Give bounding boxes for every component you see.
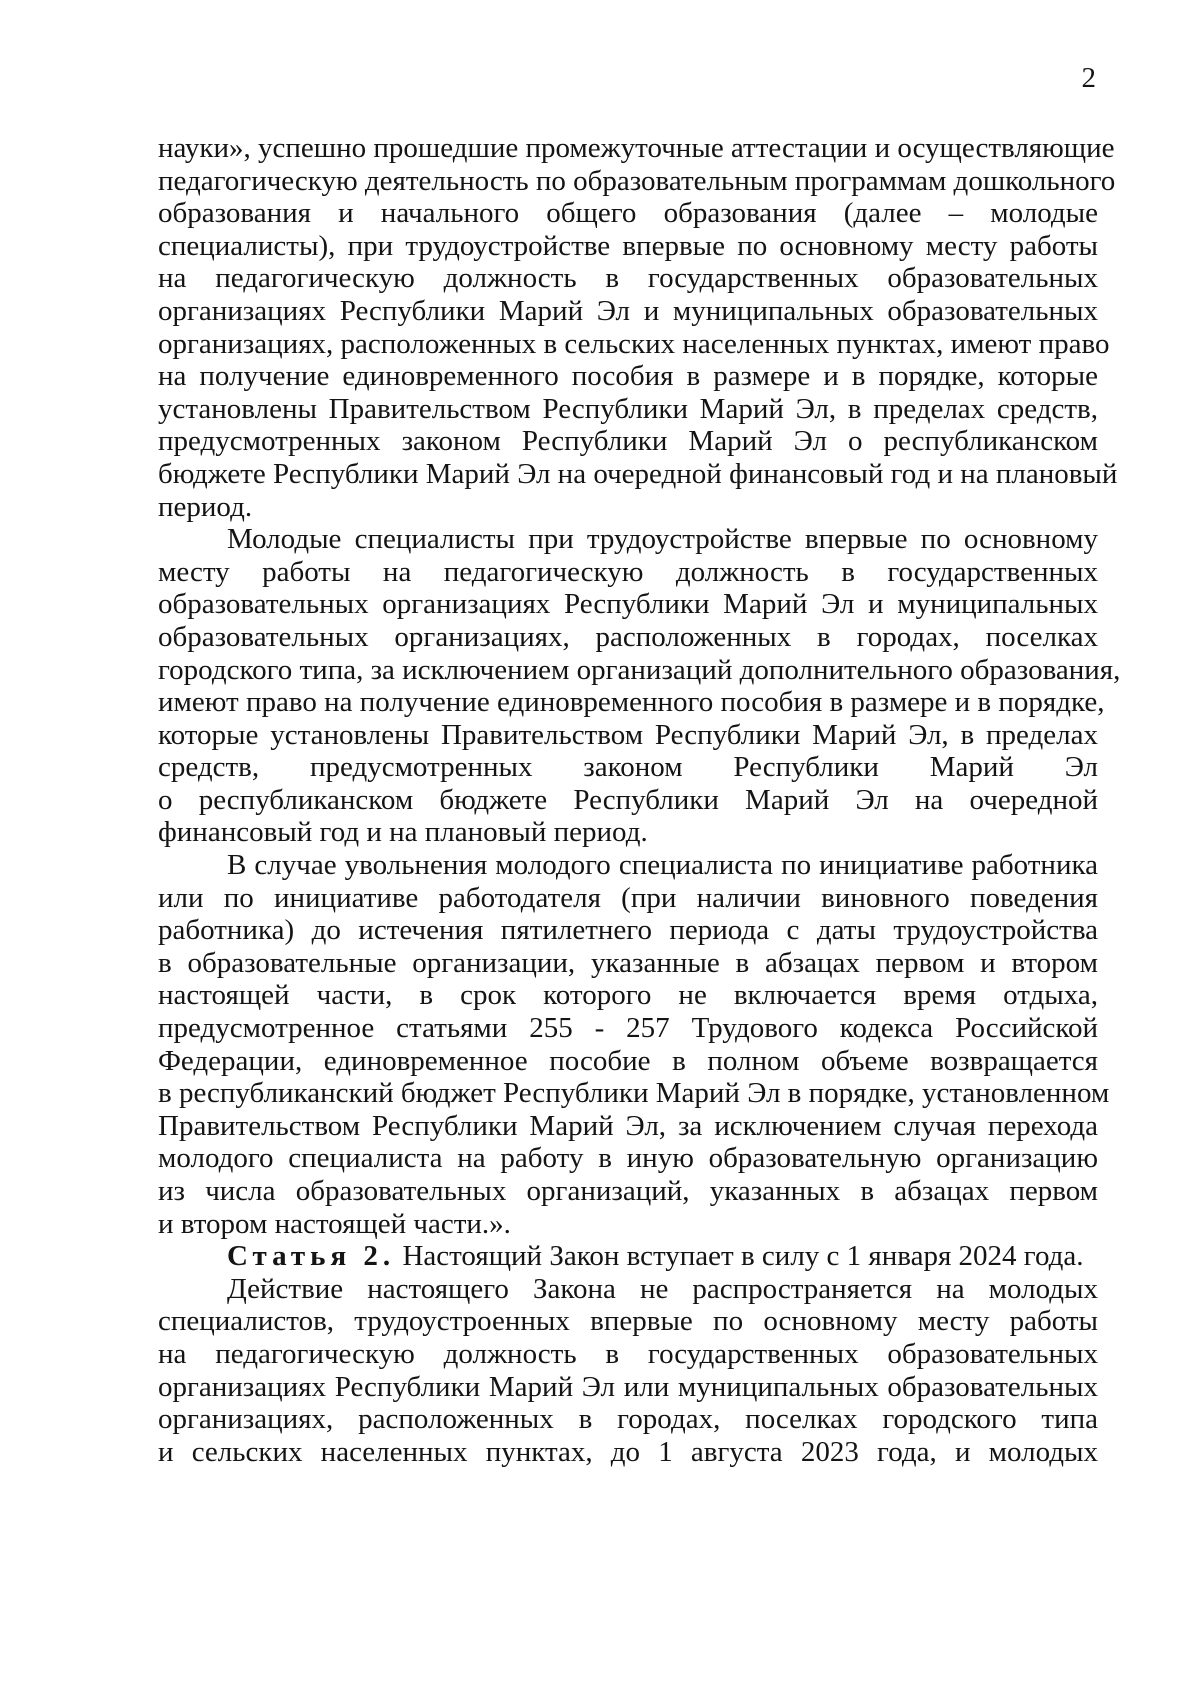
text-line: установлены Правительством Республики Марий Эл, в пределах средств, (158, 392, 1098, 425)
text-line: В случае увольнения молодого специалиста по инициативе работника (227, 849, 1098, 882)
text-line: и втором настоящей части.». (158, 1207, 511, 1240)
text-line: науки», успешно прошедшие промежуточные аттестации и осуществляющие (158, 132, 1115, 164)
text-line: на получение единовременного пособия в размере и в порядке, которые (158, 360, 1098, 393)
text-line: на педагогическую должность в государственных образовательных (158, 1337, 1098, 1370)
text-line: специалистов, трудоустроенных впервые по основному месту работы (158, 1305, 1098, 1338)
article-2-label: Статья 2. (227, 1240, 396, 1273)
text-line: имеют право на получение единовременного пособия в размере и в порядке, (158, 686, 1105, 719)
text-line: городского типа, за исключением организаций дополнительного образования, (158, 653, 1121, 686)
text-line: средств, предусмотренных законом Республики Марий Эл (158, 751, 1098, 784)
text-line: организациях Республики Марий Эл и муниципальных образовательных (158, 294, 1098, 327)
text-line: бюджете Республики Марий Эл на очередной финансовый год и на плановый (158, 457, 1118, 490)
text-line: месту работы на педагогическую должность в государственных (158, 555, 1098, 588)
text-line: организациях Республики Марий Эл или муниципальных образовательных (158, 1370, 1098, 1403)
text-line: из числа образовательных организаций, указанных в абзацах первом (158, 1175, 1098, 1207)
text-line: о республиканском бюджете Республики Марий Эл на очередной (158, 783, 1098, 816)
paragraph-1 (158, 132, 1118, 523)
text-line: педагогическую деятельность по образовательным программам дошкольного (158, 164, 1116, 197)
text-line: Действие настоящего Закона не распространяется на молодых (227, 1272, 1098, 1305)
text-line: специалисты), при трудоустройстве впервые по основному месту работы (158, 229, 1098, 262)
text-line: организациях, расположенных в городах, поселках городского типа (158, 1403, 1098, 1436)
text-line: или по инициативе работодателя (при наличии виновного поведения (158, 881, 1098, 914)
paragraph-3 (158, 849, 1110, 1240)
text-line: в образовательные организации, указанные в абзацах первом и втором (158, 946, 1098, 979)
paragraph-final (158, 1273, 1098, 1469)
article-2-paragraph (158, 1240, 1098, 1273)
text-line (158, 1240, 1098, 1273)
text-line: образования и начального общего образования (далее – молодые (158, 197, 1098, 230)
text-line: Правительством Республики Марий Эл, за исключением случая перехода (158, 1109, 1098, 1142)
text-line: работника) до истечения пятилетнего периода с даты трудоустройства (158, 914, 1098, 947)
text-line: в республиканский бюджет Республики Марий Эл в порядке, установленном (158, 1077, 1110, 1110)
article-2-text: Настоящий Закон вступает в силу с 1 января 2024 года. (395, 1240, 1084, 1273)
text-line: организациях, расположенных в сельских населенных пунктах, имеют право (158, 327, 1110, 360)
text-line: образовательных организациях Республики Марий Эл и муниципальных (158, 588, 1098, 621)
page-number: 2 (1081, 62, 1096, 94)
text-line: предусмотренное статьями 255 - 257 Трудового кодекса Российской (158, 1012, 1098, 1045)
text-line: молодого специалиста на работу в иную образовательную организацию (158, 1142, 1098, 1175)
text-line: период. (158, 490, 253, 523)
text-line: настоящей части, в срок которого не включается время отдыха, (158, 979, 1098, 1012)
document-body (158, 132, 1121, 1468)
text-line: Молодые специалисты при трудоустройстве впервые по основному (227, 523, 1098, 556)
text-line: которые установлены Правительством Республики Марий Эл, в пределах (158, 718, 1098, 751)
text-line: Федерации, единовременное пособие в полном объеме возвращается (158, 1044, 1098, 1077)
text-line: предусмотренных законом Республики Марий Эл о республиканском (158, 425, 1098, 458)
text-line: образовательных организациях, расположенных в городах, поселках (158, 620, 1098, 653)
text-line: финансовый год и на плановый период. (158, 816, 648, 849)
text-line: и сельских населенных пунктах, до 1 августа 2023 года, и молодых (158, 1435, 1098, 1468)
text-line: на педагогическую должность в государственных образовательных (158, 262, 1098, 295)
paragraph-2 (158, 523, 1121, 849)
